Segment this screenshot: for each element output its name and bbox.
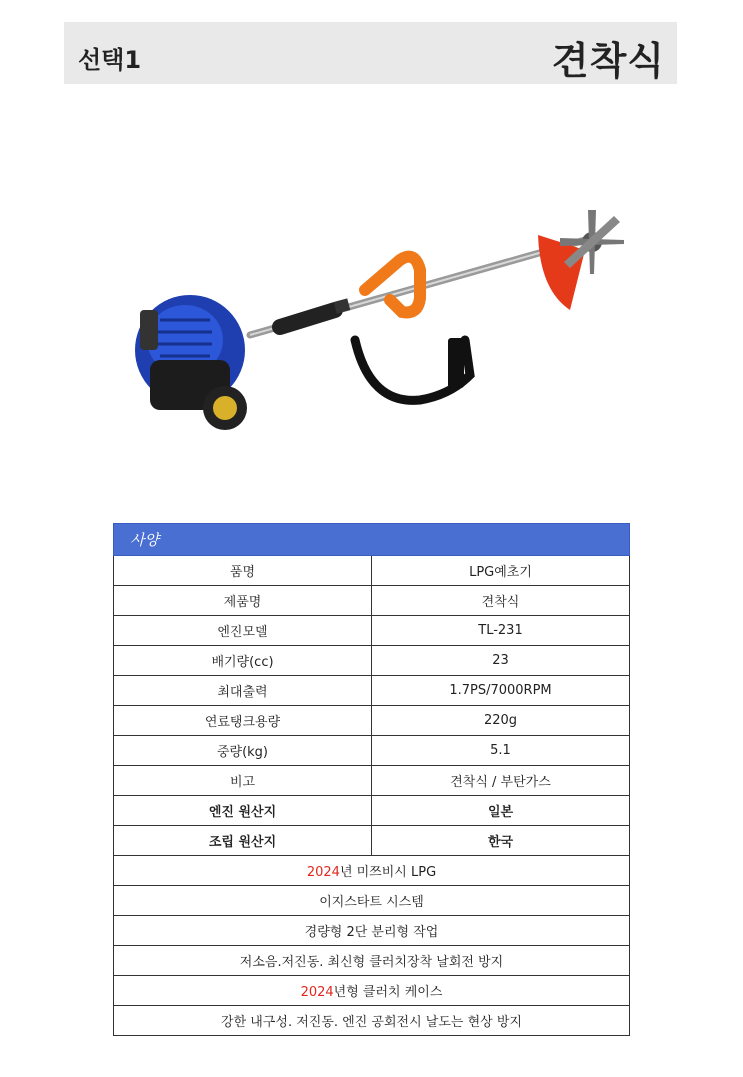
table-row <box>114 676 630 706</box>
table-row <box>114 736 630 766</box>
spec-key: 연료탱크용량 <box>114 706 372 736</box>
table-row <box>114 616 630 646</box>
table-row <box>114 556 630 586</box>
spec-value: 1.7PS/7000RPM <box>372 676 630 706</box>
note-cell: 경량형 2단 분리형 작업 <box>114 916 630 946</box>
note-cell: 이지스타트 시스템 <box>114 886 630 916</box>
note-row <box>114 976 630 1006</box>
table-row <box>114 766 630 796</box>
note-text: 년 미쯔비시 LPG <box>339 865 437 880</box>
note-cell <box>114 856 630 886</box>
spec-key: 중량(kg) <box>114 736 372 766</box>
note-row <box>114 946 630 976</box>
header-bar <box>64 22 677 84</box>
product-type-title: 견착식 <box>551 39 665 83</box>
spec-value: 5.1 <box>372 736 630 766</box>
spec-value: LPG예초기 <box>372 556 630 586</box>
spec-value: 한국 <box>372 826 630 856</box>
note-row <box>114 886 630 916</box>
spec-key: 비고 <box>114 766 372 796</box>
spec-value: 23 <box>372 646 630 676</box>
spec-key: 엔진모델 <box>114 616 372 646</box>
brush-cutter-image <box>130 190 630 440</box>
spec-title: 사양 <box>114 524 630 556</box>
note-row <box>114 1006 630 1036</box>
spec-table <box>113 523 630 1036</box>
spec-value: 견착식 / 부탄가스 <box>372 766 630 796</box>
note-year: 2024 <box>300 985 334 1000</box>
note-row <box>114 856 630 886</box>
table-row <box>114 646 630 676</box>
note-year: 2024 <box>306 865 340 880</box>
spec-key: 제품명 <box>114 586 372 616</box>
table-row <box>114 826 630 856</box>
spec-key: 배기량(cc) <box>114 646 372 676</box>
spec-key: 엔진 원산지 <box>114 796 372 826</box>
spec-value: 견착식 <box>372 586 630 616</box>
note-cell <box>114 976 630 1006</box>
spec-value: TL-231 <box>372 616 630 646</box>
spec-key: 조립 원산지 <box>114 826 372 856</box>
table-row <box>114 586 630 616</box>
spec-value: 220g <box>372 706 630 736</box>
table-row <box>114 706 630 736</box>
note-cell: 강한 내구성. 저진동. 엔진 공회전시 날도는 현상 방지 <box>114 1006 630 1036</box>
option-label: 선택1 <box>78 46 142 74</box>
spec-key: 품명 <box>114 556 372 586</box>
spec-value: 일본 <box>372 796 630 826</box>
table-row <box>114 796 630 826</box>
note-text: 년형 클러치 케이스 <box>333 985 443 1000</box>
note-cell: 저소음.저진동. 최신형 클러치장착 날회전 방지 <box>114 946 630 976</box>
spec-key: 최대출력 <box>114 676 372 706</box>
note-row <box>114 916 630 946</box>
